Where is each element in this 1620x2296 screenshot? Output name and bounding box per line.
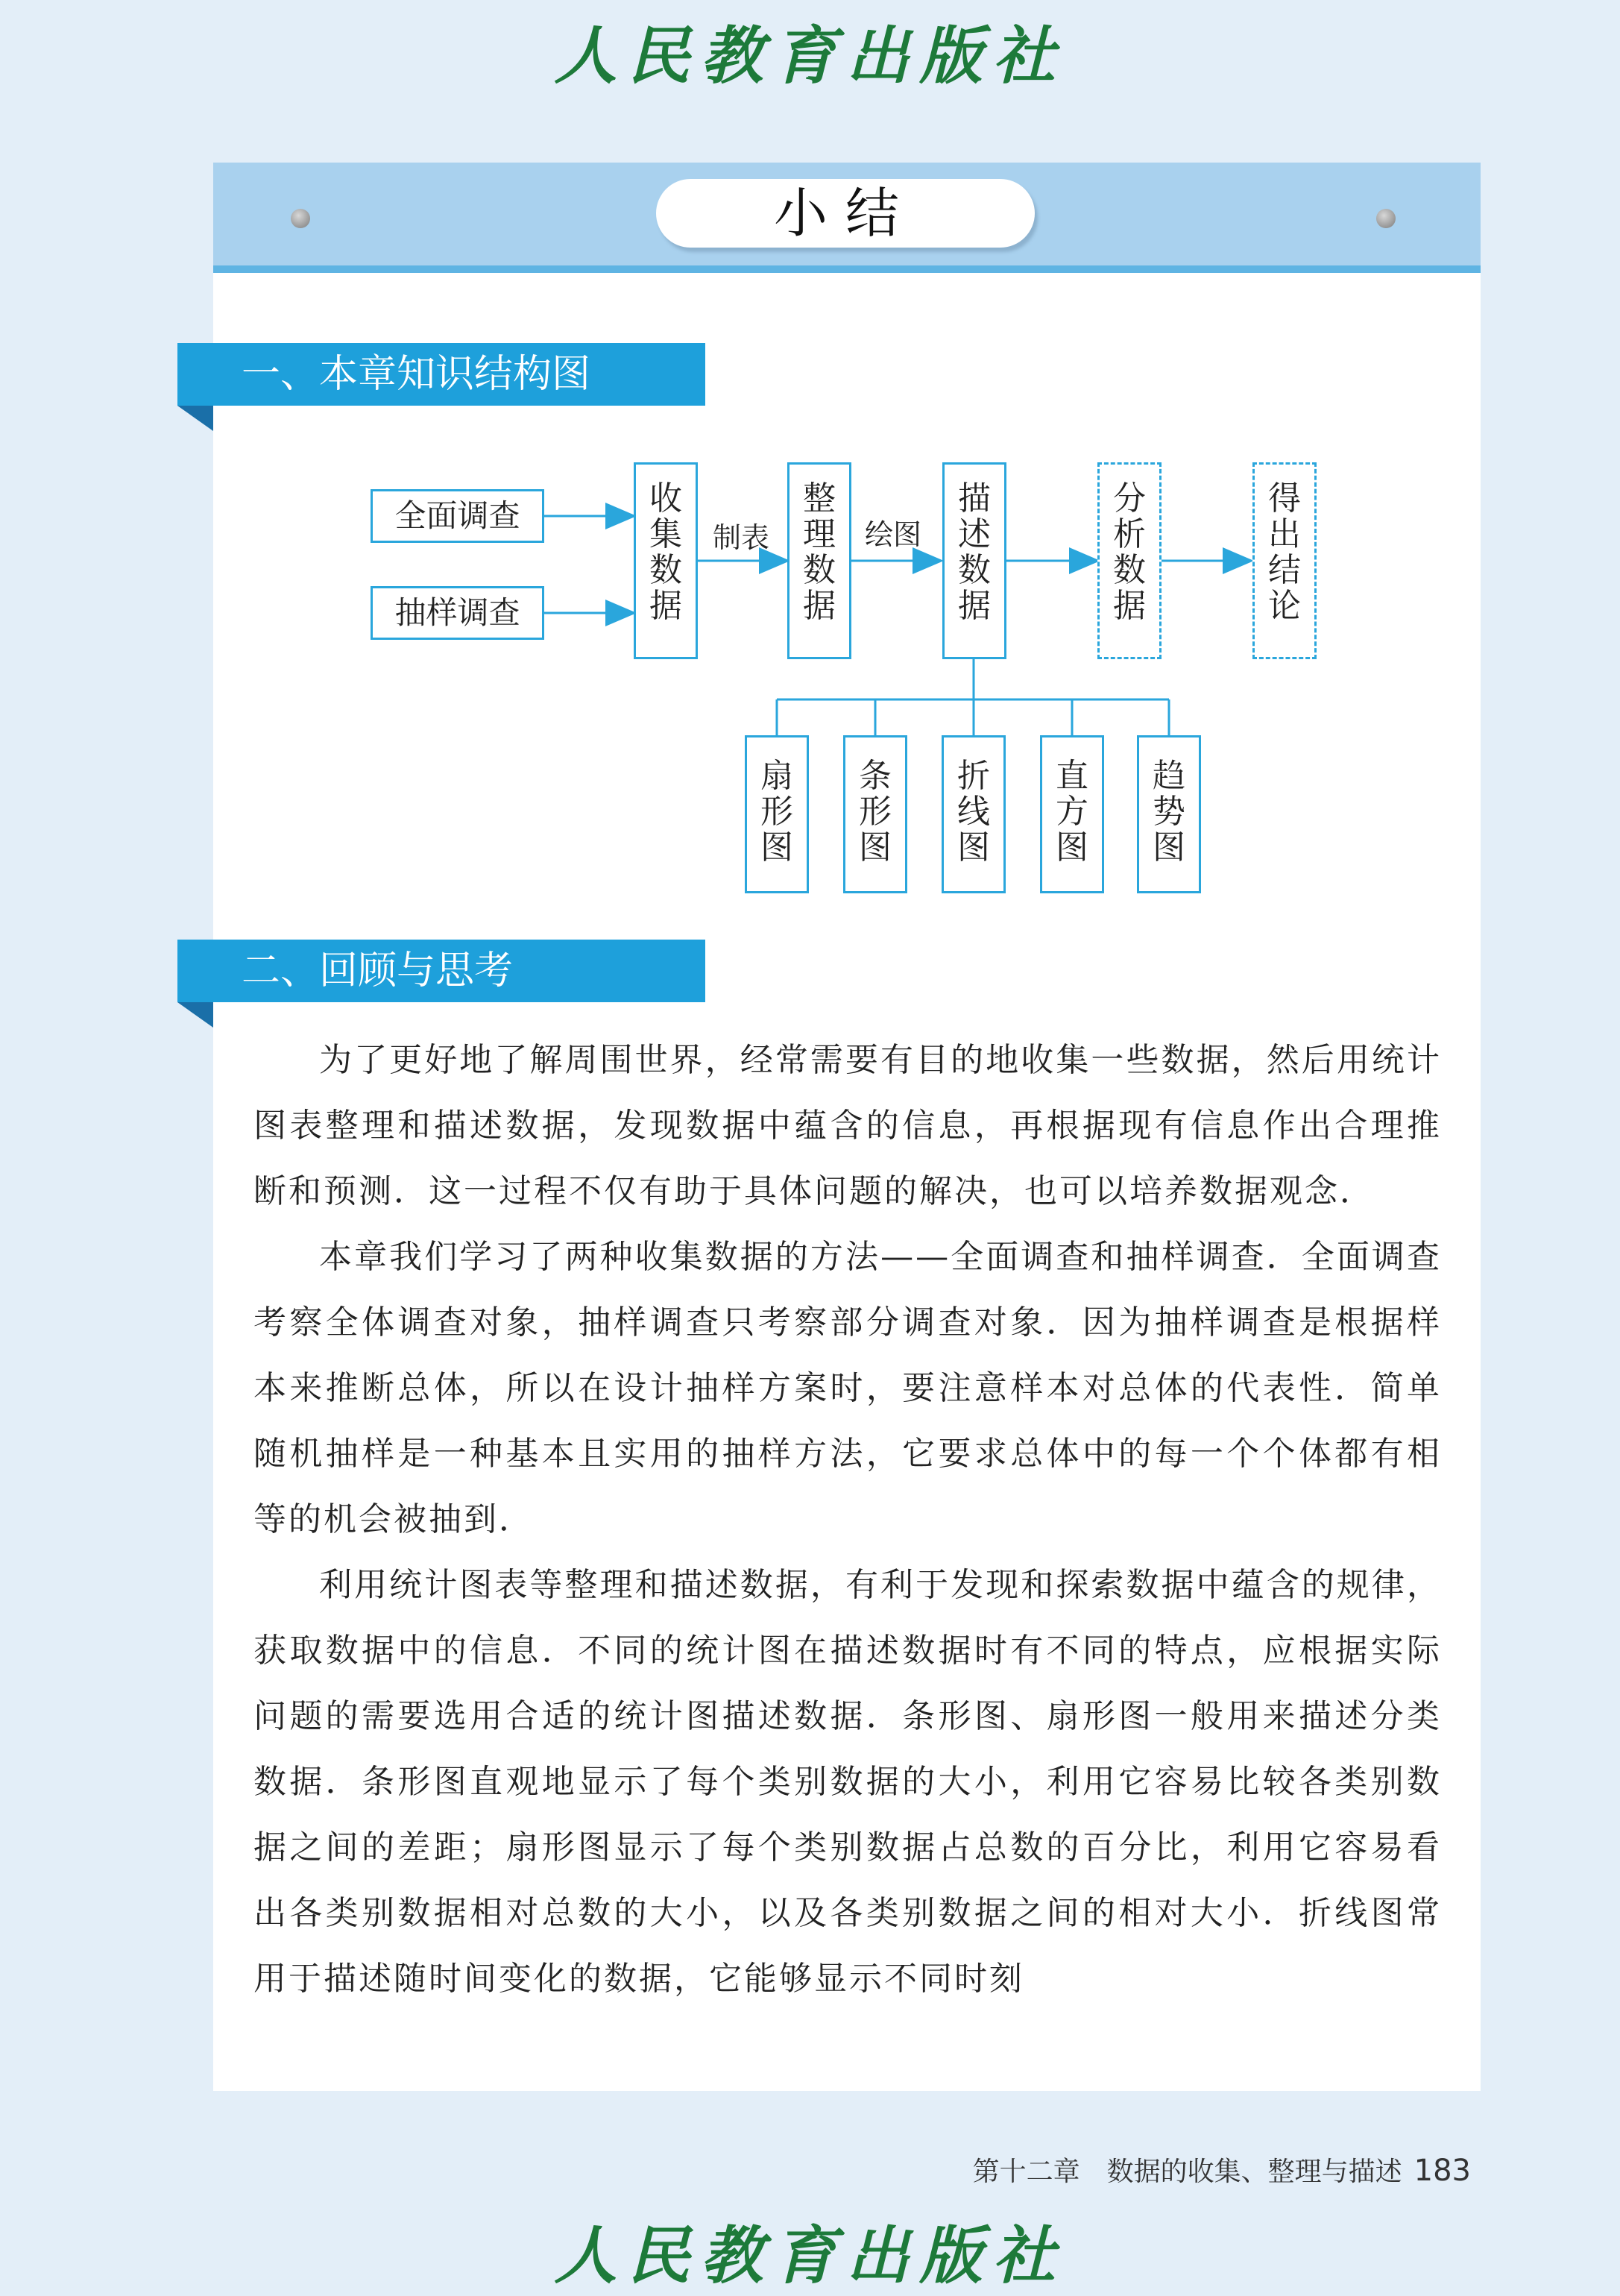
chapter-title: 第十二章 数据的收集、整理与描述 <box>972 2157 1402 2187</box>
box-trend-chart: 趋势图 <box>1137 735 1201 893</box>
box-line-chart: 折线图 <box>942 735 1006 893</box>
box-describe-data: 描述数据 <box>942 462 1006 659</box>
page-number: 183 <box>1413 2154 1471 2188</box>
section-heading-review: 二、回顾与思考 <box>177 940 705 1002</box>
box-sample-survey: 抽样调查 <box>371 586 544 640</box>
paragraph: 利用统计图表等整理和描述数据，有利于发现和探索数据中蕴含的规律，获取数据中的信息．不同的统计图在描述数据时有不同的特点，应根据实际问题的需要选用合适的统计图描述数据．条形图、扇形图一般用来描述分类数据．条形图直观地显示了每个类别数据的大小，利用它容易比较各类别数据之间的差距；扇形图显示了每个类别数据占总数的百分比，利用它容易看出各类别数据相对总数的大小，以及各类别数据之间的相对大小．折线图常用于描述随时间变化的数据，它能够显示不同时刻 <box>253 1566 1442 1998</box>
publisher-logo-bottom: 人民教育出版社 <box>554 2218 1066 2292</box>
box-full-survey: 全面调查 <box>371 489 544 543</box>
box-collect-data: 收集数据 <box>634 462 698 659</box>
box-organize-data: 整理数据 <box>787 462 851 659</box>
page-title: 小结 <box>656 179 1035 248</box>
paragraph: 本章我们学习了两种收集数据的方法——全面调查和抽样调查．全面调查考察全体调查对象，抽样调查只考察部分调查对象．因为抽样调查是根据样本来推断总体，所以在设计抽样方案时，要注意样本对总体的代表性．简单随机抽样是一种基本且实用的抽样方法，它要求总体中的每一个个体都有相等的机会被抽到． <box>253 1238 1442 1538</box>
box-histogram: 直方图 <box>1040 735 1104 893</box>
review-text <box>253 1028 1442 2012</box>
label-tabulate: 制表 <box>713 521 770 554</box>
publisher-logo-top: 人民教育出版社 <box>554 19 1066 92</box>
label-plot: 绘图 <box>865 518 922 551</box>
paragraph: 为了更好地了解周围世界，经常需要有目的地收集一些数据，然后用统计图表整理和描述数据，发现数据中蕴含的信息，再根据现有信息作出合理推断和预测．这一过程不仅有助于具体问题的解决，也可以培养数据观念． <box>253 1041 1442 1210</box>
box-analyze-data: 分析数据 <box>1097 462 1162 659</box>
page-footer <box>973 2151 1471 2189</box>
section-heading-structure: 一、本章知识结构图 <box>177 343 705 406</box>
box-draw-conclusion: 得出结论 <box>1252 462 1317 659</box>
box-bar-chart: 条形图 <box>843 735 907 893</box>
box-pie-chart: 扇形图 <box>745 735 809 893</box>
